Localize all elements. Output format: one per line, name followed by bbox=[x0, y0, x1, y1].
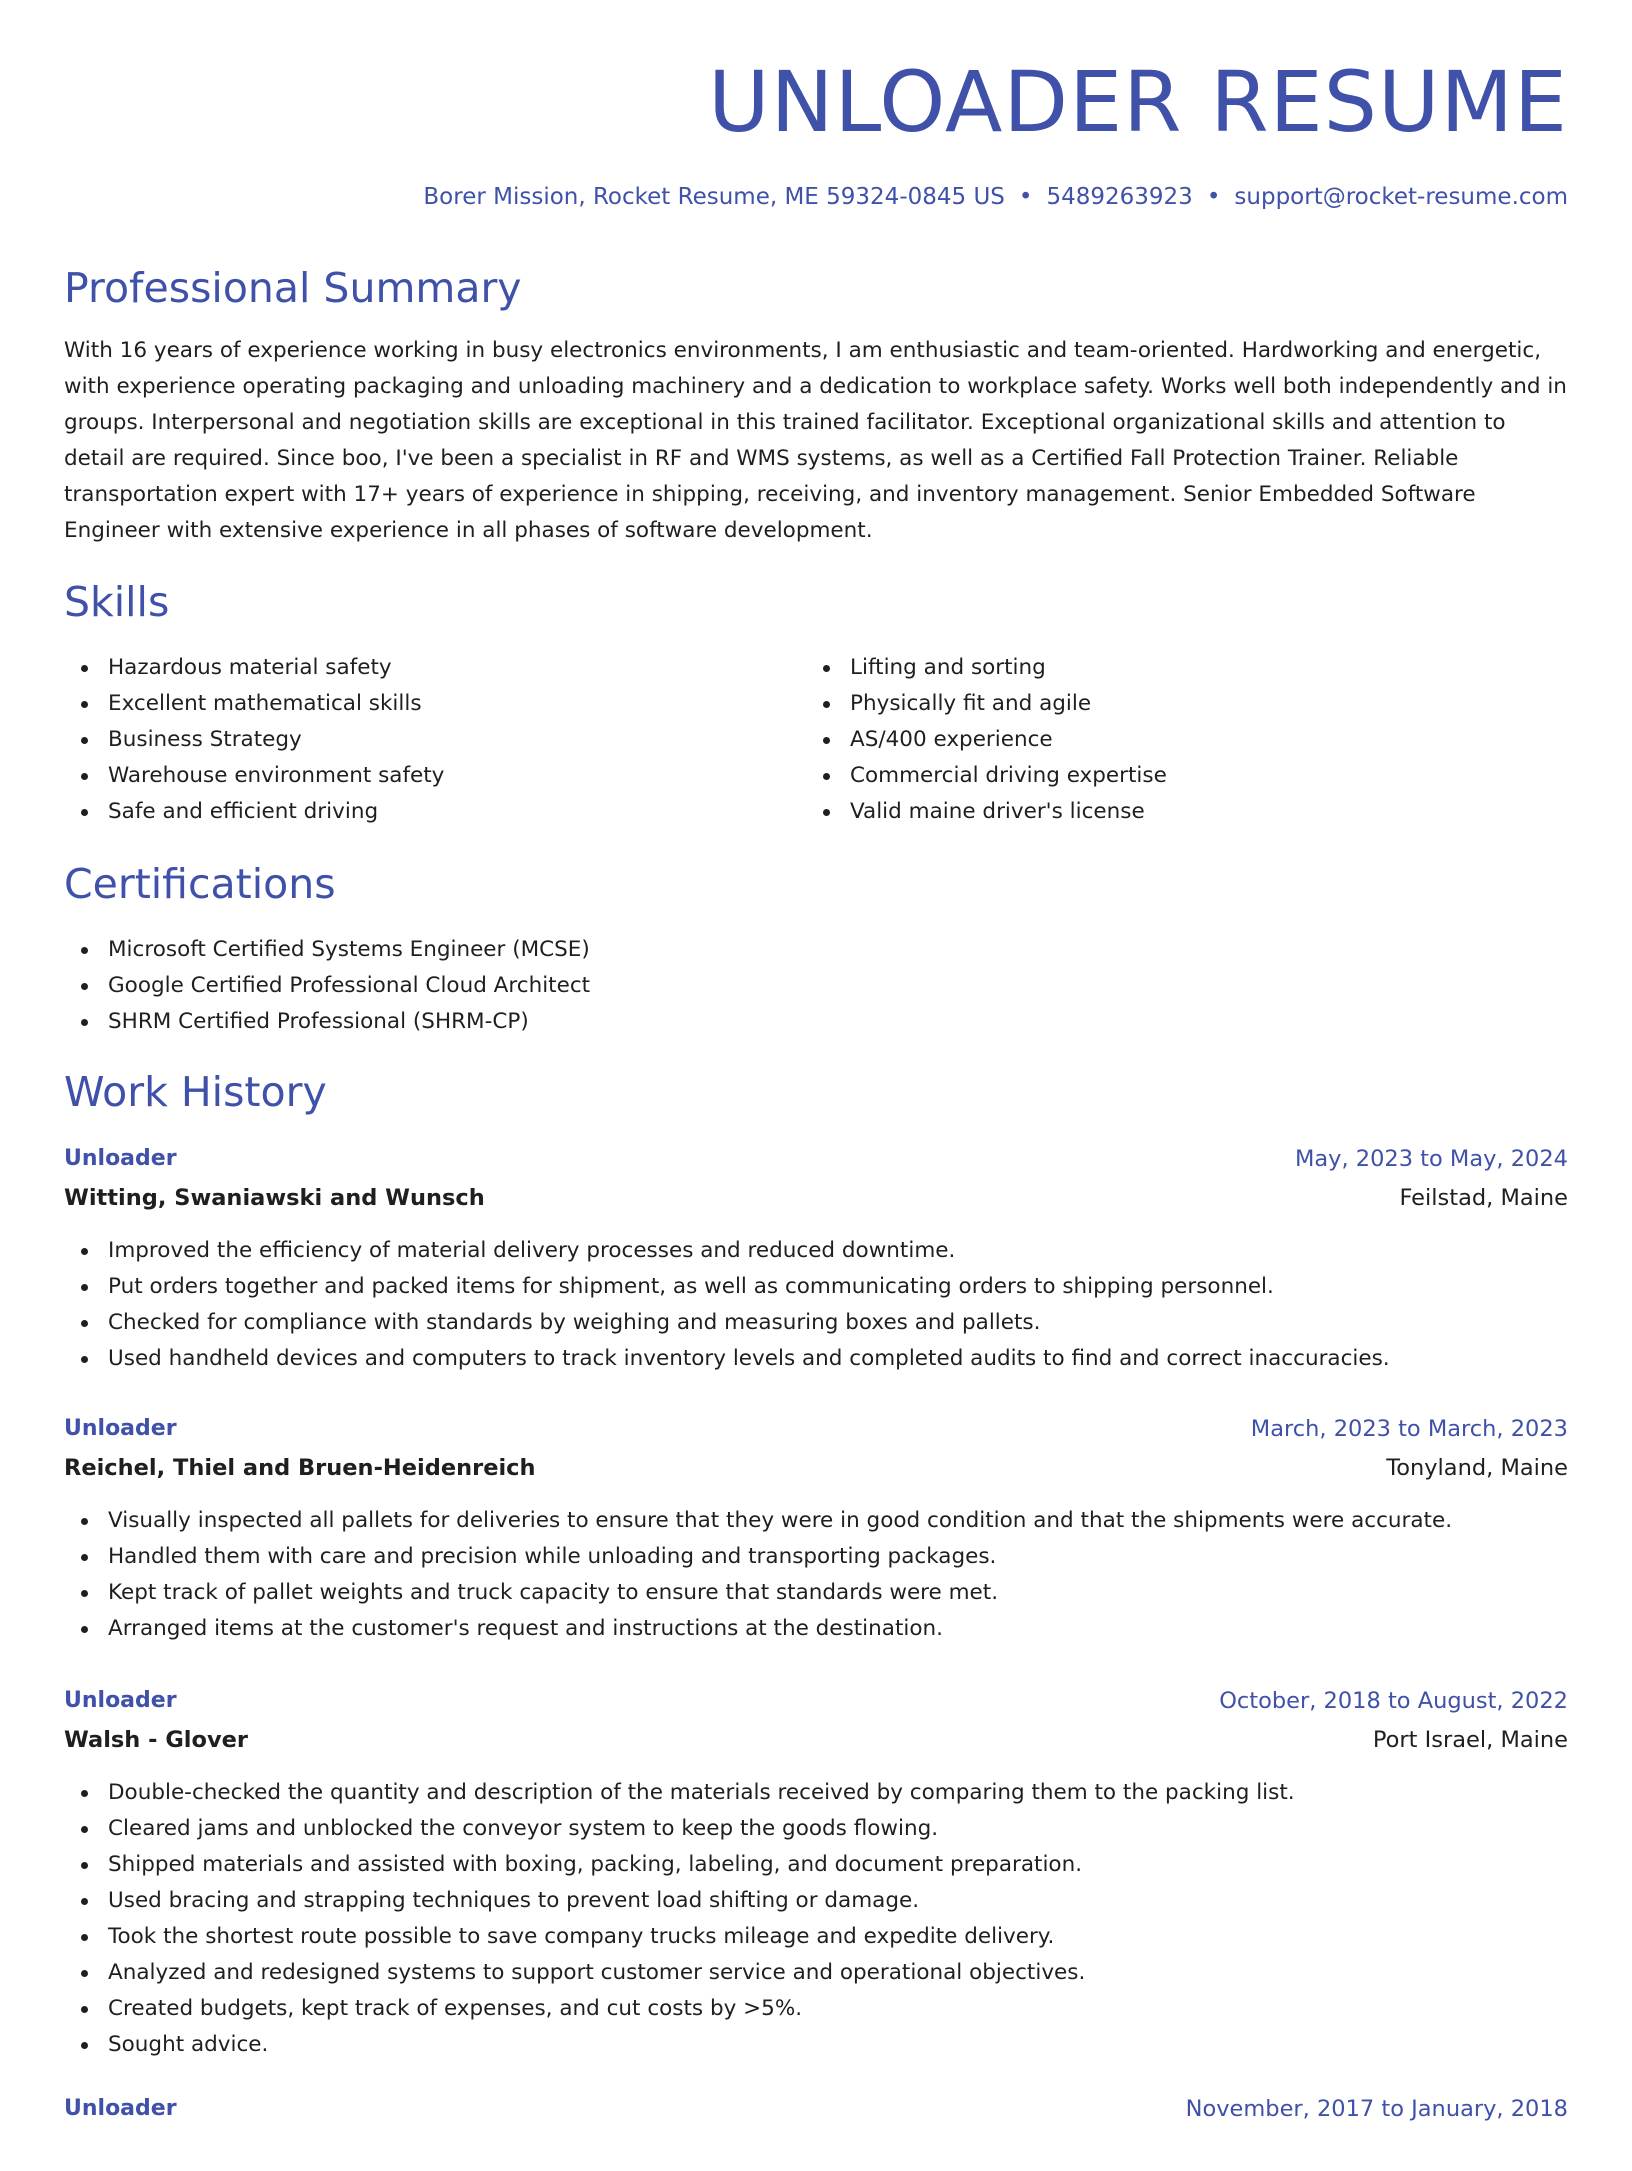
section-title-work-history: Work History bbox=[64, 1068, 327, 1116]
job-duty-item: Shipped materials and assisted with boxing, packing, labeling, and document preparation. bbox=[64, 1847, 1568, 1883]
job-duty-item: Double-checked the quantity and description of the materials received by comparing them to the packing list. bbox=[64, 1775, 1568, 1811]
contact-address: Borer Mission, Rocket Resume, ME 59324-0845 US bbox=[423, 184, 1005, 210]
contact-separator: • bbox=[1018, 184, 1033, 210]
job-header bbox=[64, 1683, 1568, 1763]
skill-item: Physically fit and agile bbox=[806, 686, 1167, 722]
job-title: Unloader bbox=[64, 1688, 177, 1713]
job-duty-item: Visually inspected all pallets for deliveries to ensure that they were in good condition and that the shipments were accurate. bbox=[64, 1503, 1568, 1539]
skill-item: Hazardous material safety bbox=[64, 650, 444, 686]
section-title-summary: Professional Summary bbox=[64, 264, 522, 312]
skill-item: Commercial driving expertise bbox=[806, 758, 1167, 794]
skills-column-right bbox=[806, 650, 1167, 830]
job-duties bbox=[64, 1503, 1568, 1647]
job-duty-item: Arranged items at the customer's request and instructions at the destination. bbox=[64, 1611, 1568, 1647]
job-company: Witting, Swaniawski and Wunsch bbox=[64, 1185, 485, 1211]
skill-item: Warehouse environment safety bbox=[64, 758, 444, 794]
section-title-skills: Skills bbox=[64, 578, 170, 626]
contact-separator: • bbox=[1206, 184, 1221, 210]
skills-list-right bbox=[806, 650, 1167, 830]
job-title: Unloader bbox=[64, 1416, 177, 1441]
skill-item: Business Strategy bbox=[64, 722, 444, 758]
contact-email[interactable]: support@rocket-resume.com bbox=[1234, 184, 1568, 210]
job-location: Port Israel, Maine bbox=[1372, 1727, 1568, 1753]
section-title-certifications: Certifications bbox=[64, 860, 336, 908]
job-location: Tonyland, Maine bbox=[1386, 1455, 1568, 1481]
job-title: Unloader bbox=[64, 1146, 177, 1171]
contact-line bbox=[423, 180, 1568, 214]
job-duty-item: Analyzed and redesigned systems to support customer service and operational objectives. bbox=[64, 1955, 1568, 1991]
job-duties-list bbox=[64, 1503, 1568, 1647]
skills-column-left bbox=[64, 650, 444, 830]
job-dates: March, 2023 to March, 2023 bbox=[1250, 1416, 1568, 1442]
certifications-column bbox=[64, 932, 590, 1040]
job-duty-item: Kept track of pallet weights and truck capacity to ensure that standards were met. bbox=[64, 1575, 1568, 1611]
job-duty-item: Used bracing and strapping techniques to prevent load shifting or damage. bbox=[64, 1883, 1568, 1919]
skills-list-left bbox=[64, 650, 444, 830]
job-duty-item: Created budgets, kept track of expenses, and cut costs by >5%. bbox=[64, 1991, 1568, 2027]
certification-item: Microsoft Certified Systems Engineer (MCSE) bbox=[64, 932, 590, 968]
job-duties-list bbox=[64, 1233, 1568, 1377]
job-duty-item: Checked for compliance with standards by weighing and measuring boxes and pallets. bbox=[64, 1305, 1568, 1341]
skill-item: Valid maine driver's license bbox=[806, 794, 1167, 830]
job-duties bbox=[64, 1775, 1568, 2063]
skill-item: Excellent mathematical skills bbox=[64, 686, 444, 722]
skill-item: Safe and efficient driving bbox=[64, 794, 444, 830]
skill-item: AS/400 experience bbox=[806, 722, 1167, 758]
certification-item: SHRM Certified Professional (SHRM-CP) bbox=[64, 1004, 590, 1040]
job-duty-item: Improved the efficiency of material delivery processes and reduced downtime. bbox=[64, 1233, 1568, 1269]
job-duties bbox=[64, 1233, 1568, 1377]
job-title: Unloader bbox=[64, 2096, 177, 2121]
job-duty-item: Took the shortest route possible to save company trucks mileage and expedite delivery. bbox=[64, 1919, 1568, 1955]
job-location: Feilstad, Maine bbox=[1399, 1185, 1568, 1211]
job-header bbox=[64, 1141, 1568, 1221]
job-duty-item: Used handheld devices and computers to track inventory levels and completed audits to find and correct inaccuracies. bbox=[64, 1341, 1568, 1377]
certifications-list bbox=[64, 932, 590, 1040]
skill-item: Lifting and sorting bbox=[806, 650, 1167, 686]
job-header bbox=[64, 2091, 1568, 2171]
job-duty-item: Cleared jams and unblocked the conveyor system to keep the goods flowing. bbox=[64, 1811, 1568, 1847]
job-dates: May, 2023 to May, 2024 bbox=[1294, 1146, 1568, 1172]
job-duty-item: Handled them with care and precision while unloading and transporting packages. bbox=[64, 1539, 1568, 1575]
job-duties-list bbox=[64, 1775, 1568, 2063]
job-duty-item: Put orders together and packed items for shipment, as well as communicating orders to shipping personnel. bbox=[64, 1269, 1568, 1305]
certification-item: Google Certified Professional Cloud Architect bbox=[64, 968, 590, 1004]
summary-text: With 16 years of experience working in busy electronics environments, I am enthusiastic and team-oriented. Hardworking and energetic, with experience operating packaging and unloading machinery and a dedication to workplace safety. Works well both independently and in groups. Interpersonal and negotiation skills are exceptional in this trained facilitator. Exceptional organizational skills and attention to detail are required. Since boo, I've been a specialist in RF and WMS systems, as well as a Certified Fall Protection Trainer. Reliable transportation expert with 17+ years of experience in shipping, receiving, and inventory management. Senior Embedded Software Engineer with extensive experience in all phases of software development. bbox=[64, 338, 1567, 543]
job-company: Walsh - Glover bbox=[64, 1727, 248, 1753]
resume-title: UNLOADER RESUME bbox=[708, 53, 1568, 151]
job-company: Reichel, Thiel and Bruen-Heidenreich bbox=[64, 1455, 536, 1481]
job-duty-item: Sought advice. bbox=[64, 2027, 1568, 2063]
job-dates: November, 2017 to January, 2018 bbox=[1185, 2096, 1568, 2122]
contact-phone[interactable]: 5489263923 bbox=[1046, 184, 1193, 210]
job-dates: October, 2018 to August, 2022 bbox=[1219, 1688, 1568, 1714]
job-header bbox=[64, 1411, 1568, 1491]
